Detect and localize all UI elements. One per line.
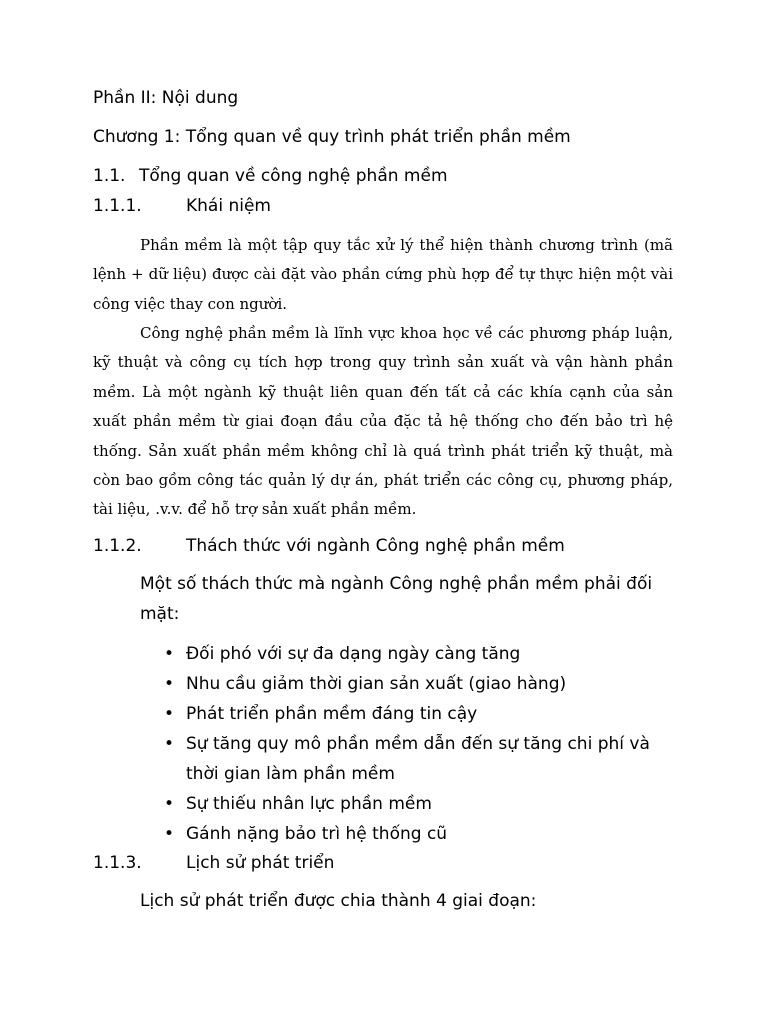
list-item bbox=[164, 819, 686, 849]
list-item-text: Sự tăng quy mô phần mềm dẫn đến sự tăng chi phí và thời gian làm phần mềm bbox=[186, 734, 650, 784]
list-item-text: Gánh nặng bảo trì hệ thống cũ bbox=[186, 824, 448, 844]
list-item-text: Phát triển phần mềm đáng tin cậy bbox=[186, 704, 478, 724]
list-item-text: Nhu cầu giảm thời gian sản xuất (giao hàng) bbox=[186, 674, 567, 694]
section-title: Thách thức với ngành Công nghệ phần mềm bbox=[186, 536, 565, 556]
list-item bbox=[164, 699, 686, 729]
section-title: Lịch sử phát triển bbox=[186, 853, 335, 873]
intro-text: Một số thách thức mà ngành Công nghệ phần mềm phải đối mặt: bbox=[140, 574, 653, 624]
bullet-icon: • bbox=[164, 704, 175, 724]
section-number: 1.1.2. bbox=[93, 536, 142, 556]
bullet-icon: • bbox=[164, 734, 175, 754]
paragraph: Công nghệ phần mềm là lĩnh vực khoa học về các phương pháp luận, kỹ thuật và công cụ tích hợp trong quy trình sản xuất và vận hành phần mềm. Là một ngành kỹ thuật liên quan đến tất cả các khía cạnh của sản xuất phần mềm từ giai đoạn đầu của đặc tả hệ thống cho đến bảo trì hệ thống. Sản xuất phần mềm không chỉ là quá trình phát triển kỹ thuật, mà còn bao gồm công tác quản lý dự án, phát triển các công cụ, phương pháp, tài liệu, .v.v. để hỗ trợ sản xuất phần mềm. bbox=[93, 324, 673, 519]
bullet-icon: • bbox=[164, 824, 175, 844]
list-item-text: Sự thiếu nhân lực phần mềm bbox=[186, 794, 432, 814]
part-title: Phần II: Nội dung bbox=[93, 88, 239, 108]
chapter-title: Chương 1: Tổng quan về quy trình phát triển phần mềm bbox=[93, 127, 571, 147]
section-number: 1.1.3. bbox=[93, 853, 142, 873]
intro-text: Lịch sử phát triển được chia thành 4 giai đoạn: bbox=[140, 891, 537, 911]
list-item bbox=[164, 729, 676, 789]
section-number: 1.1.1. bbox=[93, 196, 142, 216]
bullet-icon: • bbox=[164, 644, 175, 664]
list-item bbox=[164, 669, 686, 699]
paragraph: Phần mềm là một tập quy tắc xử lý thể hiện thành chương trình (mã lệnh + dữ liệu) được cài đặt vào phần cứng phù hợp để tự thực hiện một vài công việc thay con người. bbox=[93, 236, 673, 313]
section-title: Tổng quan về công nghệ phần mềm bbox=[139, 166, 448, 186]
section-number: 1.1. bbox=[93, 166, 126, 186]
list-item bbox=[164, 639, 686, 669]
list-item bbox=[164, 789, 686, 819]
bullet-icon: • bbox=[164, 794, 175, 814]
list-item-text: Đối phó với sự đa dạng ngày càng tăng bbox=[186, 644, 521, 664]
section-title: Khái niệm bbox=[186, 196, 271, 216]
bullet-icon: • bbox=[164, 674, 175, 694]
